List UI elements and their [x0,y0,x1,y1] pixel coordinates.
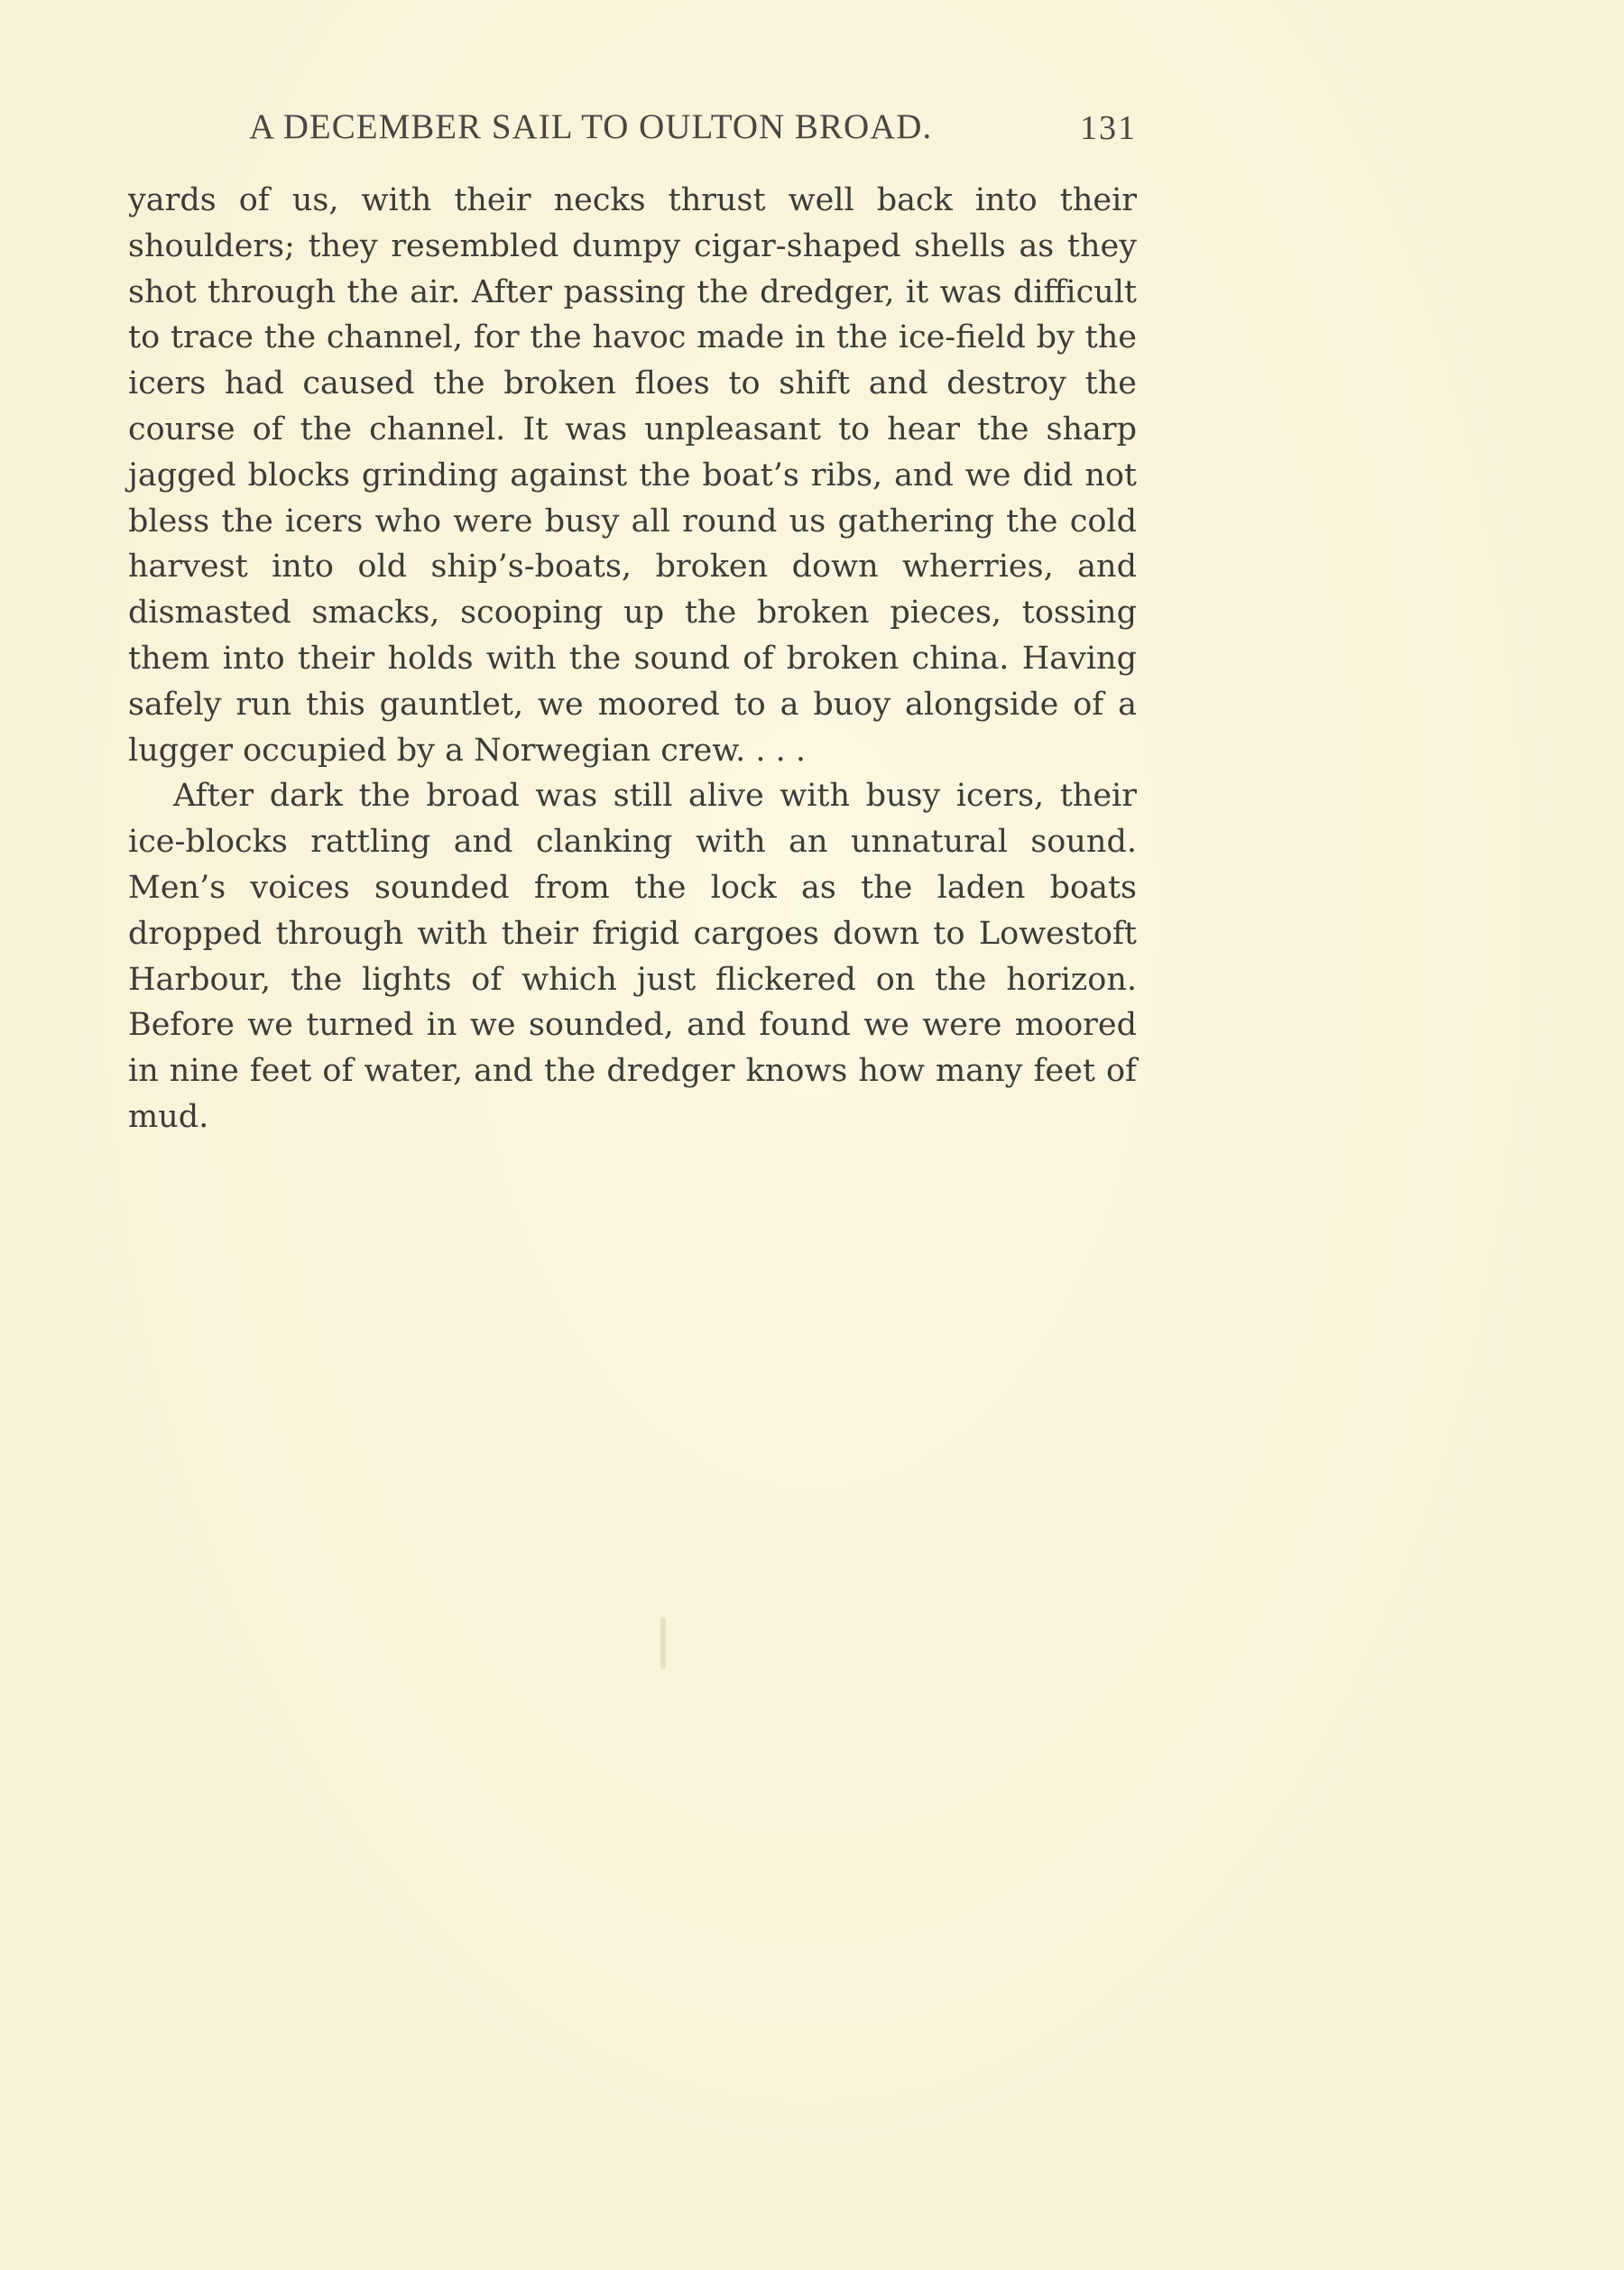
paper-blemish [660,1617,666,1669]
paragraph-1: yards of us, with their necks thrust well back into their shoulders; they resembled dumpy cigar-shaped shells as they shot through the air. After passing the dredger, it was difficult to trace the channel, for the havoc made in the ice-field by the icers had caused the broken floes to shift and destroy the course of the channel. It was unpleasant to hear the sharp jagged blocks grinding against the boat’s ribs, and we did not bless the icers who were busy all round us gathering the cold harvest into old ship’s-boats, broken down wherries, and dismasted smacks, scooping up the broken pieces, tossing them into their holds with the sound of broken china. Having safely run this gauntlet, we moored to a buoy alongside of a lugger occupied by a Norwegian crew. . . . [128,182,1137,769]
running-head [125,106,1137,152]
running-title: A DECEMBER SAIL TO OULTON BROAD. [249,107,933,146]
paragraph-2: After dark the broad was still alive with busy icers, their ice-blocks rattling and clanking with an unnatural sound. Men’s voices sounded from the lock as the laden boats dropped through with their frigid cargoes down to Lowestoft Harbour, the lights of which just flickered on the horizon. Before we turned in we sounded, and found we were moored in nine feet of water, and the dredger knows how many feet of mud. [128,778,1137,1135]
page-number: 131 [1080,109,1137,147]
body-text [128,178,1137,1140]
